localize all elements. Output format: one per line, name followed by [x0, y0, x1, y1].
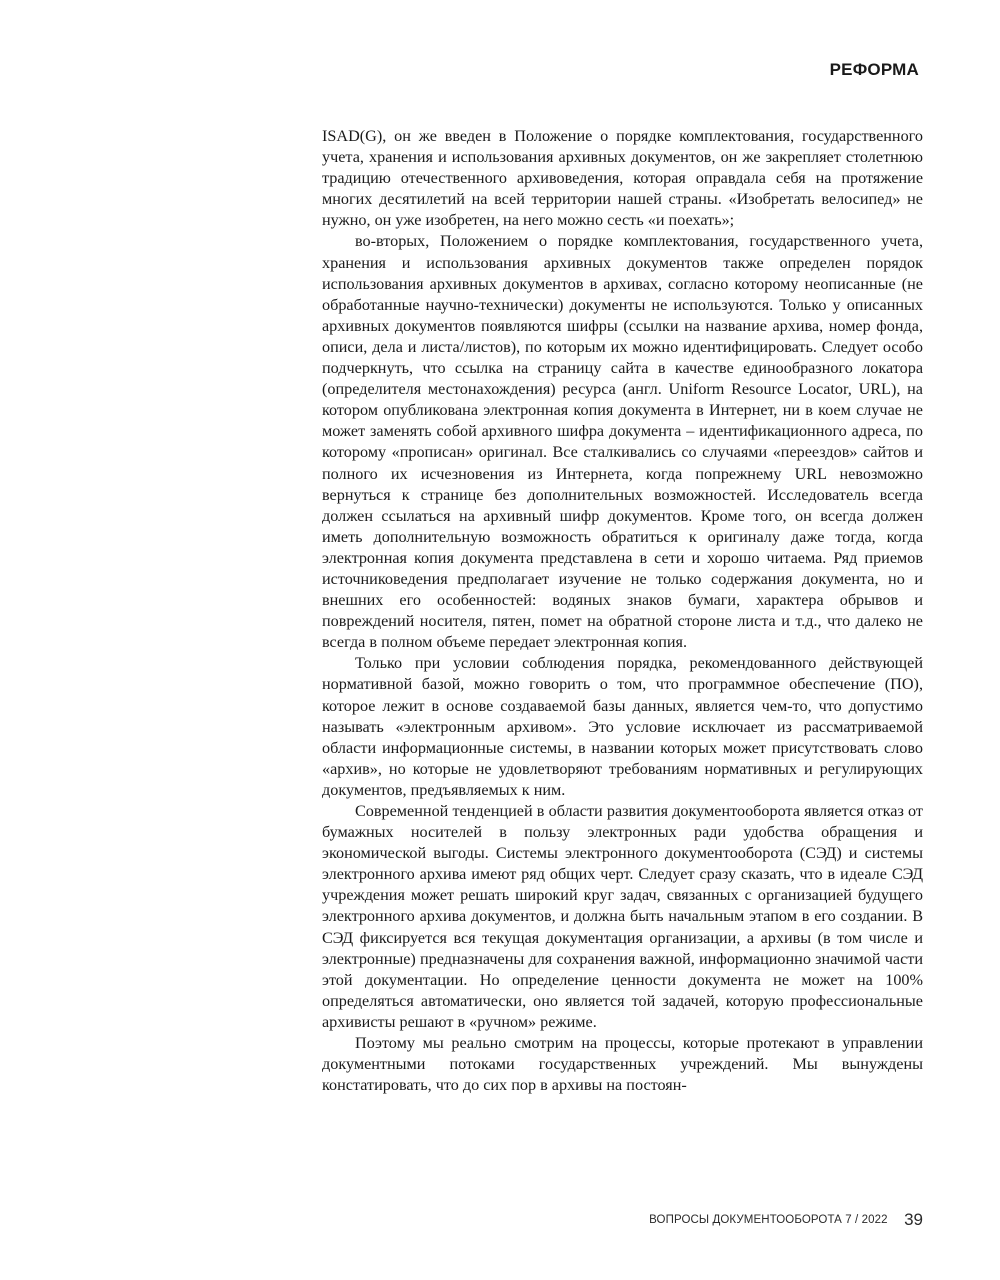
paragraph: Современной тенденцией в области развития документооборота является отказ от бумажных носителей в пользу электронных ради удобства обращения и экономической выгоды. Системы электронного документооборота (СЭД) и системы электронного архива имеют ряд общих черт. Следует сразу сказать, что в идеале СЭД учреждения может решать широкий круг задач, связанных с организацией будущего электронного архива документов, и должна быть начальным этапом в его создании. В СЭД фиксируется вся текущая документация организации, а архивы (в том числе и электронные) предназначены для сохранения важной, информационно значимой части этой документации. Но определение ценности документа не может на 100% определяться автоматически, оно является той задачей, которую профессиональные архивисты решают в «ручном» режиме.: [322, 802, 923, 1031]
paragraph: Поэтому мы реально смотрим на процессы, которые протекают в управлении документными потоками государственных учреждений. Мы вынуждены констатировать, что до сих пор в архивы на постоян-: [322, 1034, 923, 1095]
article-body: [322, 126, 923, 1096]
journal-name: ВОПРОСЫ ДОКУМЕНТООБОРОТА 7 / 2022: [649, 1214, 888, 1226]
paragraph: во-вторых, Положением о порядке комплектования, государственного учета, хранения и использования архивных документов также определен порядок использования архивных документов в архивах, согласно которому неописанные (не обработанные научно-технически) документы не используются. Только у описанных архивных документов появляются шифры (ссылки на название архива, номер фонда, описи, дела и листа/листов), по которым их можно идентифицировать. Следует особо подчеркнуть, что ссылка на страницу сайта в качестве единообразного локатора (определителя местонахождения) ресурса (англ. Uniform Resource Locator, URL), на котором опубликована электронная копия документа в Интернет, ни в коем случае не может заменять собой архивного шифра документа – идентификационного адреса, по которому «прописан» оригинал. Все сталкивались со случаями «переездов» сайтов и полного их исчезновения из Интернета, когда попрежнему URL невозможно вернуться к странице без дополнительных возможностей. Исследователь всегда должен ссылаться на архивный шифр документов. Кроме того, он всегда должен иметь дополнительную возможность обратиться к оригиналу даже тогда, когда электронная копия документа представлена в сети и хорошо читаема. Ряд приемов источниковедения предполагает изучение не только содержания документа, но и внешних его особенностей: водяных знаков бумаги, характера обрывов и повреждений носителя, пятен, помет на обратной стороне листа и т.д., что далеко не всегда в полном объеме передает электронная копия.: [322, 232, 923, 652]
paragraph: Только при условии соблюдения порядка, рекомендованного действующей нормативной базой, можно говорить о том, что программное обеспечение (ПО), которое лежит в основе создаваемой базы данных, является чем-то, что допустимо называть «электронным архивом». Это условие исключает из рассматриваемой области информационные системы, в названии которых может присутствовать слово «архив», но которые не удовлетворяют требованиям нормативных и регулирующих документов, предъявляемых к ним.: [322, 654, 923, 799]
section-title: РЕФОРМА: [829, 60, 919, 79]
paragraph-continuation: ISAD(G), он же введен в Положение о порядке комплектования, государственного учета, хранения и использования архивных документов, он же закрепляет столетнюю традицию отечественного архивоведения, которая оправдала себя на протяжение многих десятилетий на всей территории нашей страны. «Изобретать велосипед» не нужно, он уже изобретен, на него можно сесть «и поехать»;: [322, 127, 923, 230]
page-number: 39: [904, 1210, 923, 1229]
page-footer: [649, 1210, 923, 1230]
